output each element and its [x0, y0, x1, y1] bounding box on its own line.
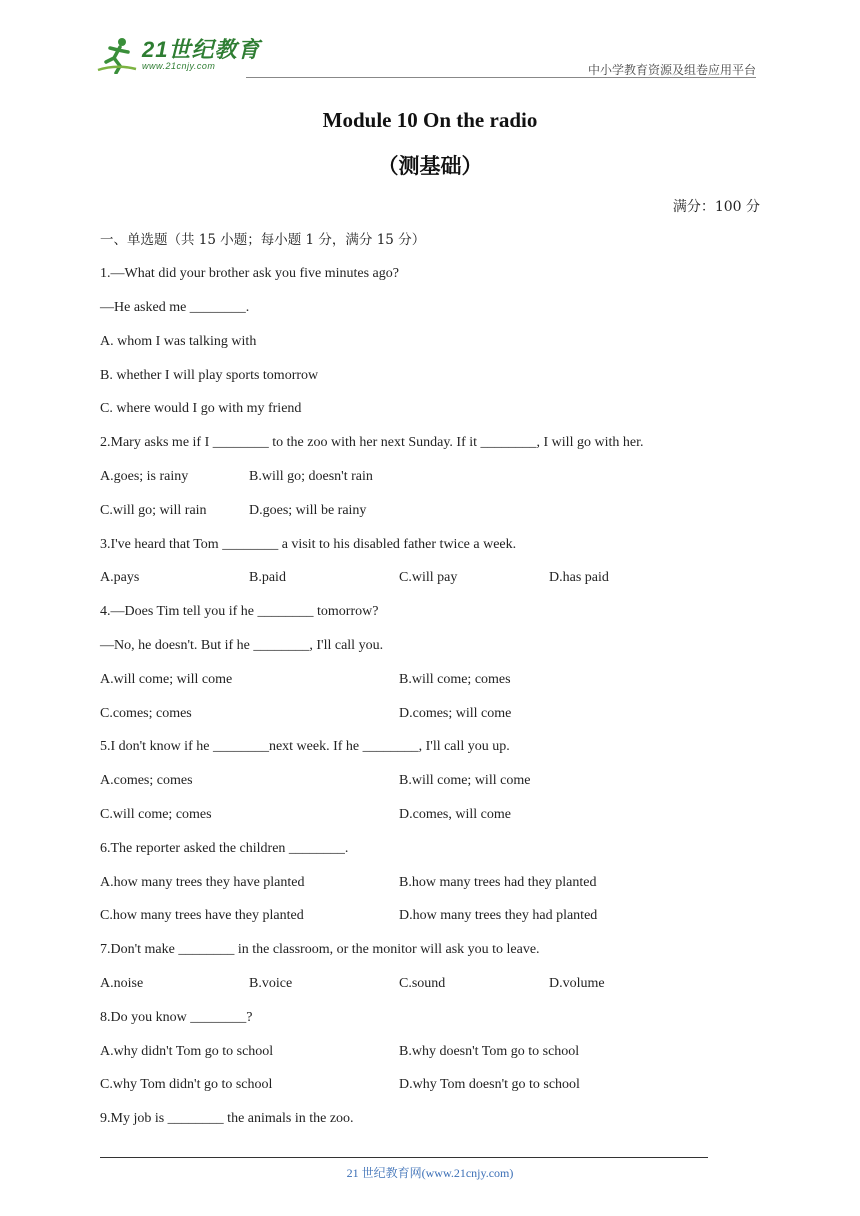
- option: B.why doesn't Tom go to school: [399, 1044, 580, 1059]
- question-text: 4.—Does Tim tell you if he ________ tomorrow?: [100, 604, 379, 619]
- option: B.will go; doesn't rain: [249, 469, 373, 484]
- option: A.comes; comes: [100, 773, 193, 788]
- option: C.will come; comes: [100, 807, 212, 822]
- option: D.how many trees they had planted: [399, 908, 598, 923]
- option: B.voice: [249, 976, 293, 991]
- option: D.has paid: [549, 570, 609, 585]
- option: C.how many trees have they planted: [100, 908, 304, 923]
- question-text: 3.I've heard that Tom ________ a visit to his disabled father twice a week.: [100, 537, 517, 552]
- question-text: 1.—What did your brother ask you five minutes ago?: [100, 266, 399, 281]
- question-text: —He asked me ________.: [100, 300, 250, 315]
- option: B.will come; comes: [399, 672, 511, 687]
- option: D.why Tom doesn't go to school: [399, 1077, 580, 1092]
- question-text: 9.My job is ________ the animals in the zoo.: [100, 1111, 354, 1126]
- page-header: [96, 32, 756, 78]
- option: D.comes; will come: [399, 706, 512, 721]
- section-heading: 一、单选题（共 15 小题；每小题 1 分，满分 15 分）: [100, 232, 426, 248]
- logo-wordmark: 21世纪教育: [142, 37, 261, 62]
- footer-divider: [100, 1157, 708, 1158]
- option: B.paid: [249, 570, 286, 585]
- site-logo: [96, 36, 260, 74]
- option: C.why Tom didn't go to school: [100, 1077, 273, 1092]
- option: A.will come; will come: [100, 672, 233, 687]
- question-text: 8.Do you know ________?: [100, 1010, 253, 1025]
- option: D.volume: [549, 976, 605, 991]
- option: C. where would I go with my friend: [100, 401, 302, 416]
- page-title: Module 10 On the radio: [322, 108, 538, 132]
- option: A. whom I was talking with: [100, 334, 257, 349]
- option: B.will come; will come: [399, 773, 531, 788]
- option: A.goes; is rainy: [100, 469, 189, 484]
- option: C.comes; comes: [100, 706, 192, 721]
- question-text: —No, he doesn't. But if he ________, I'll call you.: [100, 638, 384, 653]
- option: D.goes; will be rainy: [249, 503, 367, 518]
- option: A.why didn't Tom go to school: [100, 1044, 274, 1059]
- question-text: 2.Mary asks me if I ________ to the zoo with her next Sunday. If it ________, I will go with her.: [100, 435, 644, 450]
- option: D.comes, will come: [399, 807, 511, 822]
- runner-logo-icon: [96, 36, 138, 74]
- footer-link[interactable]: 21 世纪教育网(www.21cnjy.com): [346, 1166, 514, 1180]
- full-score: 满分：100 分: [672, 199, 760, 215]
- option: B. whether I will play sports tomorrow: [100, 368, 319, 383]
- option: A.how many trees they have planted: [100, 875, 305, 890]
- option: C.will pay: [399, 570, 458, 585]
- option: A.pays: [100, 570, 140, 585]
- option: C.sound: [399, 976, 446, 991]
- page-subtitle: （测基础）: [377, 154, 483, 178]
- option: C.will go; will rain: [100, 503, 207, 518]
- question-text: 6.The reporter asked the children ________.: [100, 841, 349, 856]
- header-divider: [246, 77, 756, 78]
- platform-label: 中小学教育资源及组卷应用平台: [587, 63, 756, 77]
- question-text: 5.I don't know if he ________next week. If he ________, I'll call you up.: [100, 739, 510, 754]
- option: B.how many trees had they planted: [399, 875, 597, 890]
- option: A.noise: [100, 976, 144, 991]
- logo-url: www.21cnjy.com: [142, 61, 216, 71]
- question-text: 7.Don't make ________ in the classroom, or the monitor will ask you to leave.: [100, 942, 540, 957]
